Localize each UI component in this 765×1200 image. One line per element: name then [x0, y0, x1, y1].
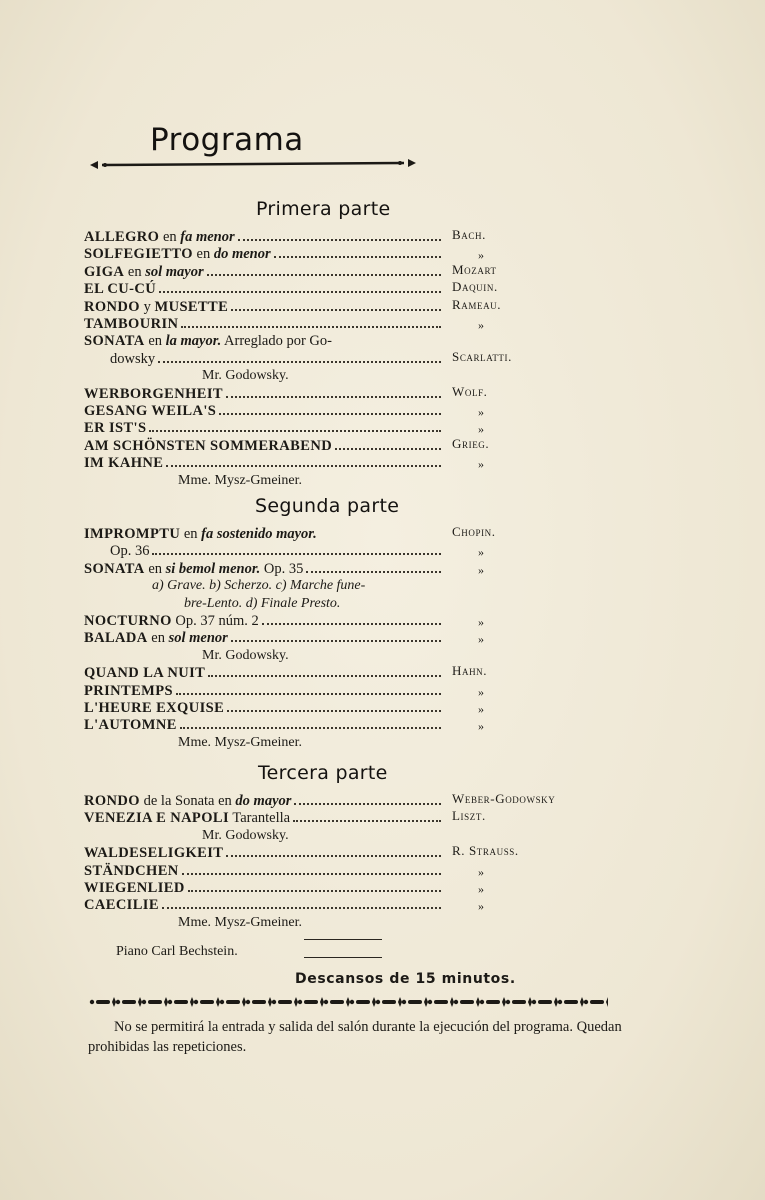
- title-segment: en: [159, 229, 181, 245]
- piano-note: Piano Carl Bechstein.: [116, 944, 238, 959]
- ditto-mark: »: [478, 545, 484, 560]
- program-item: [84, 897, 444, 915]
- part-heading: Primera parte: [256, 198, 391, 220]
- title-segment: SOLFEGIETTO: [84, 246, 193, 263]
- title-segment: ER IST'S: [84, 420, 147, 437]
- piece-title: [84, 845, 223, 862]
- title-segment: do mayor: [235, 793, 292, 809]
- program-item: [84, 316, 444, 334]
- program-item: [84, 880, 444, 898]
- piece-title: [84, 333, 332, 350]
- title-segment: Tarantella: [229, 810, 291, 827]
- leader-dots: [262, 623, 441, 625]
- composer-name: Bach.: [452, 227, 486, 242]
- program-item: [110, 351, 444, 369]
- program-item: [84, 420, 444, 438]
- program-item: [84, 845, 444, 863]
- program-item: [84, 386, 444, 404]
- leader-dots: [208, 675, 441, 677]
- leader-dots: [180, 727, 441, 729]
- leader-dots: [181, 326, 441, 328]
- piece-title: [84, 316, 178, 333]
- ditto-mark: »: [478, 882, 484, 896]
- composer-name: Weber-Godowsky: [452, 791, 556, 806]
- title-segment: do menor: [213, 246, 271, 263]
- leader-dots: [294, 803, 441, 805]
- title-segment: STÄNDCHEN: [84, 862, 179, 879]
- program-item: [84, 455, 444, 473]
- title-segment: la mayor.: [165, 333, 222, 350]
- ditto-mark: »: [478, 615, 484, 629]
- program-item: [84, 665, 444, 683]
- leader-dots: [219, 413, 441, 415]
- title-segment: MUSETTE: [154, 298, 229, 315]
- title-segment: fa menor: [180, 229, 235, 245]
- program-item: [84, 810, 444, 828]
- title-segment: Op. 36: [110, 543, 150, 560]
- composer-name: Rameau.: [452, 296, 502, 312]
- title-segment: BALADA: [84, 630, 148, 647]
- leader-dots: [176, 693, 441, 695]
- piece-title: [84, 386, 223, 403]
- title-segment: RONDO: [84, 793, 140, 809]
- title-segment: WERBORGENHEIT: [84, 385, 223, 402]
- piece-title: [84, 880, 185, 897]
- title-segment: WIEGENLIED: [84, 880, 185, 896]
- title-segment: GIGA: [84, 263, 125, 280]
- part-heading: Segunda parte: [255, 495, 400, 517]
- title-segment: si bemol menor.: [165, 560, 261, 577]
- program-item: [84, 683, 444, 701]
- performer-credit: Mme. Mysz-Gmeiner.: [178, 472, 303, 488]
- program-item: [84, 561, 444, 579]
- title-segment: L'AUTOMNE: [84, 717, 177, 734]
- title-segment: TAMBOURIN: [84, 316, 179, 332]
- ornamental-border: [88, 994, 608, 1010]
- piece-title: [84, 264, 204, 281]
- title-segment: WALDESELIGKEIT: [84, 845, 224, 862]
- leader-dots: [166, 465, 441, 467]
- ditto-mark: »: [478, 318, 484, 332]
- ditto-mark: »: [478, 562, 484, 577]
- part-heading: Tercera parte: [258, 762, 388, 784]
- audience-notice: No se permitirá la entrada y salida del salón durante la ejecución del programa. Quedan prohibidas las repeticiones.: [88, 1019, 622, 1055]
- piece-title: [84, 793, 291, 810]
- composer-name: Scarlatti.: [452, 348, 512, 364]
- title-segment: en: [192, 246, 214, 263]
- piece-title: [84, 403, 216, 420]
- program-item: [84, 281, 444, 299]
- piece-title: [84, 613, 259, 630]
- piece-title: [84, 561, 303, 578]
- composer-name: Liszt.: [452, 808, 486, 824]
- title-segment: CAECILIE: [84, 897, 159, 914]
- leader-dots: [335, 448, 441, 450]
- piece-title: [84, 438, 332, 455]
- leader-dots: [306, 571, 441, 573]
- leader-dots: [152, 553, 441, 555]
- title-segment: L'HEURE EXQUISE: [84, 700, 225, 716]
- title-segment: PRINTEMPS: [84, 682, 173, 699]
- title-segment: fa sostenido mayor.: [201, 526, 317, 542]
- program-item: [84, 793, 444, 811]
- program-item: [84, 526, 444, 544]
- program-item: [84, 863, 444, 881]
- leader-dots: [238, 239, 441, 241]
- title-segment: en: [180, 526, 202, 542]
- leader-dots: [188, 890, 441, 892]
- title-segment: ALLEGRO: [84, 229, 160, 245]
- title-segment: Op. 35: [260, 560, 304, 577]
- piece-title: [84, 281, 156, 298]
- program-item: [84, 264, 444, 282]
- program-item: [84, 700, 444, 718]
- performer-credit: Mr. Godowsky.: [202, 368, 289, 384]
- title-segment: Op. 37 núm. 2: [171, 613, 259, 629]
- title-segment: GESANG WEILA'S: [84, 403, 217, 419]
- leader-dots: [227, 710, 441, 712]
- leader-dots: [158, 361, 441, 363]
- ditto-mark: »: [478, 632, 484, 647]
- page-title: Programa: [150, 122, 304, 158]
- title-segment: en: [124, 263, 146, 280]
- program-item: [84, 229, 444, 247]
- piece-title: [84, 630, 228, 647]
- program-item: [84, 630, 444, 648]
- composer-name: Daquin.: [452, 279, 498, 295]
- title-segment: IM KAHNE: [84, 455, 164, 472]
- leader-dots: [162, 907, 441, 909]
- title-segment: QUAND LA NUIT: [84, 665, 206, 682]
- title-segment: VENEZIA E NAPOLI: [84, 810, 229, 827]
- ditto-mark: »: [478, 702, 484, 716]
- program-item: [84, 403, 444, 421]
- ditto-mark: »: [478, 405, 484, 419]
- performer-credit: Mr. Godowsky.: [202, 827, 289, 843]
- program-item: [84, 299, 444, 317]
- title-segment: en: [144, 560, 166, 577]
- title-segment: sol menor: [168, 630, 228, 647]
- separator-line: [304, 939, 382, 940]
- performer-credit: Mme. Mysz-Gmeiner.: [178, 734, 303, 750]
- ditto-mark: »: [478, 864, 484, 879]
- leader-dots: [207, 274, 441, 276]
- piece-title: [84, 246, 271, 263]
- leader-dots: [226, 855, 441, 857]
- separator-line: [304, 957, 382, 958]
- leader-dots: [293, 820, 441, 822]
- title-segment: sol mayor: [145, 263, 204, 280]
- performer-credit: Mme. Mysz-Gmeiner.: [178, 914, 303, 930]
- intermission-note: Descansos de 15 minutos.: [295, 971, 516, 987]
- movement-list: bre-Lento. d) Finale Presto.: [184, 595, 341, 611]
- ditto-mark: »: [478, 684, 484, 699]
- program-item: [110, 543, 444, 561]
- piece-title: [84, 299, 228, 316]
- piece-title: [84, 526, 317, 543]
- ditto-mark: »: [478, 422, 484, 437]
- program-item: [84, 333, 444, 351]
- leader-dots: [231, 309, 441, 311]
- composer-name: Grieg.: [452, 435, 490, 451]
- title-segment: en: [144, 333, 166, 350]
- piece-title: [84, 717, 177, 734]
- piece-title: [84, 665, 205, 682]
- title-segment: AM SCHÖNSTEN SOMMERABEND: [84, 437, 333, 454]
- title-segment: en: [147, 630, 169, 647]
- piece-title: [110, 543, 149, 560]
- composer-name: Wolf.: [452, 383, 488, 399]
- piece-title: [84, 683, 173, 700]
- ditto-mark: »: [478, 457, 484, 472]
- ditto-mark: »: [478, 248, 484, 263]
- composer-name: R. Strauss.: [452, 843, 519, 859]
- program-item: [84, 613, 444, 631]
- leader-dots: [149, 430, 441, 432]
- piece-title: [84, 863, 179, 880]
- title-segment: SONATA: [84, 560, 145, 577]
- piece-title: [84, 455, 163, 472]
- program-item: [84, 717, 444, 735]
- leader-dots: [226, 396, 441, 398]
- program-item: [84, 246, 444, 264]
- piece-title: [84, 897, 159, 914]
- piece-title: [110, 351, 155, 368]
- leader-dots: [231, 640, 441, 642]
- composer-name: Mozart: [452, 261, 497, 277]
- ditto-mark: »: [478, 899, 484, 914]
- title-rule-ornament: [88, 155, 418, 175]
- piece-title: [84, 420, 146, 437]
- movement-list: a) Grave. b) Scherzo. c) Marche fune-: [152, 578, 366, 594]
- title-segment: SONATA: [84, 333, 145, 350]
- program-item: [84, 438, 444, 456]
- title-segment: NOCTURNO: [84, 613, 172, 629]
- piece-title: [84, 229, 235, 246]
- leader-dots: [159, 291, 441, 293]
- piece-title: [84, 700, 224, 717]
- performer-credit: Mr. Godowsky.: [202, 647, 289, 663]
- title-segment: de la Sonata en: [139, 793, 236, 809]
- leader-dots: [274, 256, 441, 258]
- title-segment: y: [139, 298, 155, 315]
- title-segment: IMPROMPTU: [84, 526, 181, 542]
- piece-title: [84, 810, 290, 827]
- title-segment: RONDO: [84, 298, 140, 315]
- title-segment: Arreglado por Go-: [221, 333, 332, 350]
- title-segment: EL CU-CÚ: [84, 281, 157, 298]
- leader-dots: [182, 873, 441, 875]
- title-segment: dowsky: [110, 350, 156, 367]
- ditto-mark: »: [478, 719, 484, 734]
- composer-name: Chopin.: [452, 524, 496, 539]
- composer-name: Hahn.: [452, 663, 488, 679]
